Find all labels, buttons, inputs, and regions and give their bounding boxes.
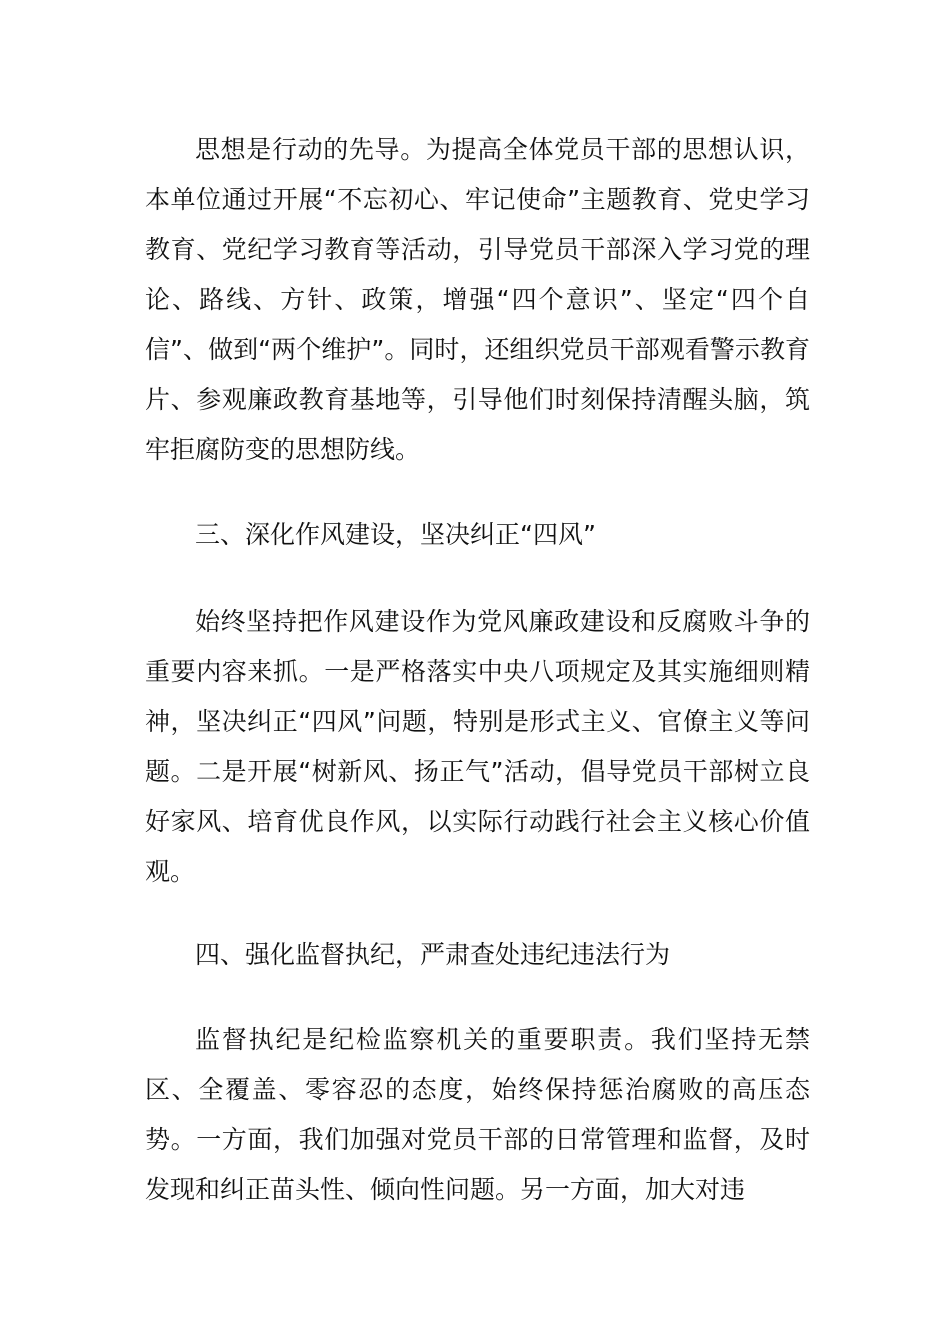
body-paragraph: 始终坚持把作风建设作为党风廉政建设和反腐败斗争的重要内容来抓。一是严格落实中央八项规定及其实施细则精神，坚决纠正“四风”问题，特别是形式主义、官僚主义等问题。二是开展“树新风、扬正气”活动，倡导党员干部树立良好家风、培育优良作风，以实际行动践行社会主义核心价值观。 xyxy=(145,607,810,886)
section-heading: 四、强化监督执纪，严肃查处违纪违法行为 xyxy=(195,940,671,969)
section-heading: 三、深化作风建设，坚决纠正“四风” xyxy=(195,520,596,549)
body-paragraph: 监督执纪是纪检监察机关的重要职责。我们坚持无禁区、全覆盖、零容忍的态度，始终保持惩治腐败的高压态势。一方面，我们加强对党员干部的日常管理和监督，及时发现和纠正苗头性、倾向性问题。另一方面，加大对违 xyxy=(145,1025,810,1204)
body-paragraph: 思想是行动的先导。为提高全体党员干部的思想认识，本单位通过开展“不忘初心、牢记使命”主题教育、党史学习教育、党纪学习教育等活动，引导党员干部深入学习党的理论、路线、方针、政策，增强“四个意识”、坚定“四个自信”、做到“两个维护”。同时，还组织党员干部观看警示教育片、参观廉政教育基地等，引导他们时刻保持清醒头脑，筑牢拒腐防变的思想防线。 xyxy=(145,135,810,464)
